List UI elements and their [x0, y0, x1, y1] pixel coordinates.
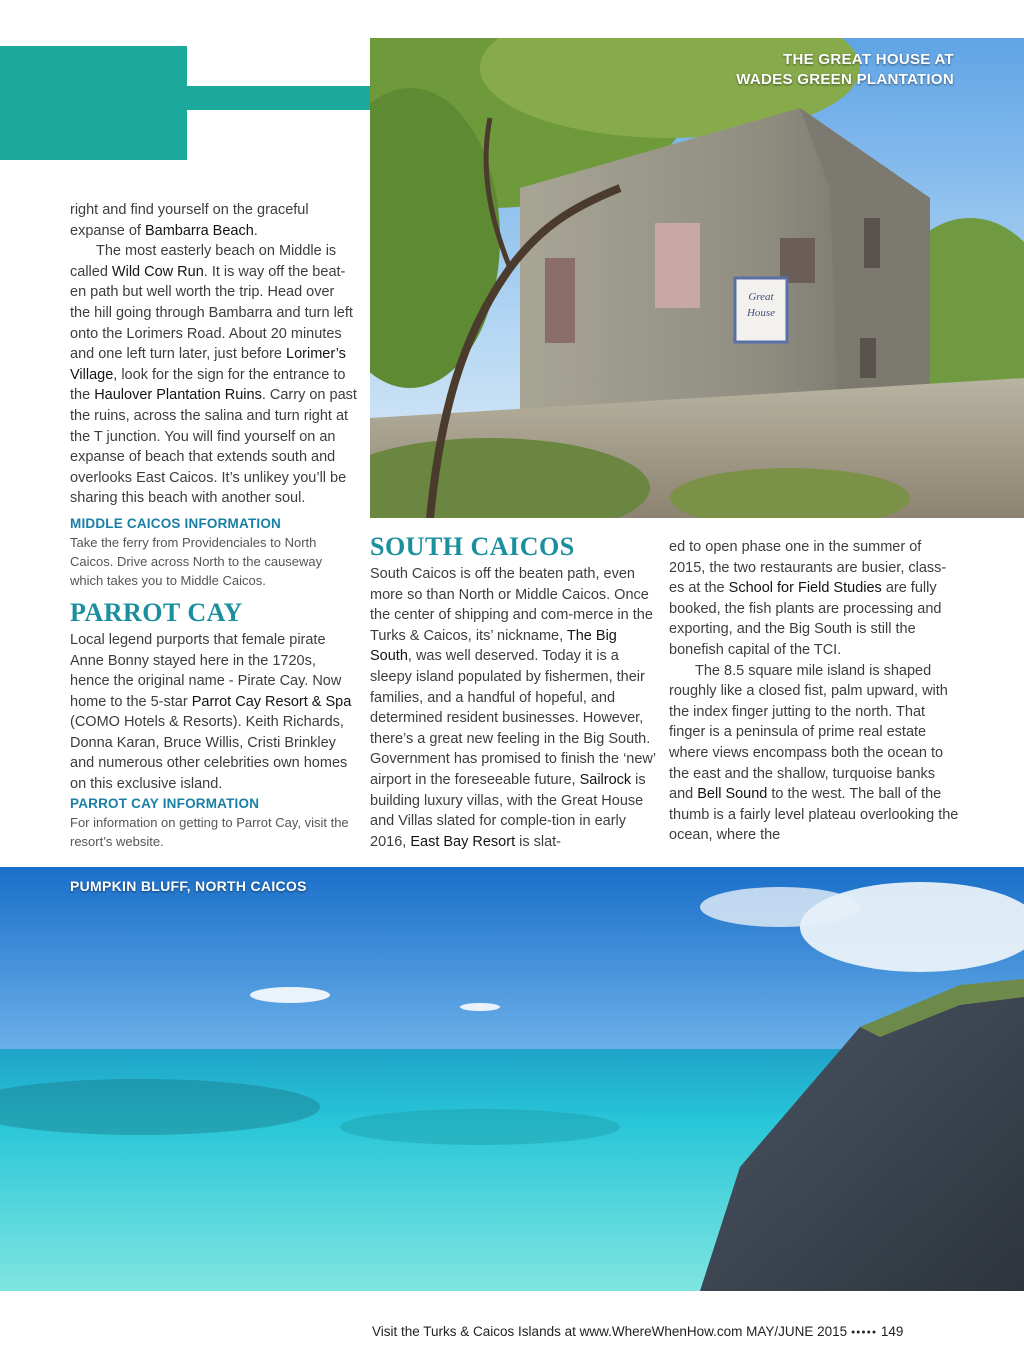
place-name-bell-sound: Bell Sound: [697, 786, 768, 803]
text-run: . It is way off the beat-en path but well worth the trip. Head over the hill going through Bambarra and turn left onto the Lorimers Road. About 20 minutes and one left turn later, just before: [70, 263, 353, 363]
col3-paragraph-1: [669, 537, 959, 661]
parrot-cay-paragraph: [70, 630, 358, 795]
text-run: The most easterly beach on Middle is called: [70, 243, 337, 280]
place-name-school-field-studies: School for Field Studies: [728, 580, 882, 597]
page-number: 149: [880, 1324, 904, 1339]
col3-paragraph-2: [669, 661, 959, 846]
place-name-parrot-cay-resort: Parrot Cay Resort & Spa: [191, 693, 352, 710]
page-footer: [372, 1324, 903, 1339]
south-caicos-paragraph: [370, 564, 658, 852]
place-name-bambarra-beach: Bambarra Beach: [144, 222, 254, 239]
text-run: . Carry on past the ruins, across the salina and turn right at the T junction. You will find yourself on an expanse of beach that extends south and overlooks East Caicos. It’s unlikey you’ll be sharing this beach with another soul.: [70, 387, 357, 507]
text-run: right and find yourself on the graceful expanse of: [70, 202, 309, 239]
parrot-cay-heading: PARROT CAY: [70, 597, 243, 627]
place-name-big-south: The Big South: [370, 627, 617, 665]
south-caicos-heading: SOUTH CAICOS: [370, 532, 575, 561]
place-name-lorimers-village: Lorimer’s Village: [70, 346, 346, 383]
text-run: (COMO Hotels & Resorts). Keith Richards, Donna Karan, Bruce Willis, Cristi Brinkley and numerous other celebrities own homes on this exclusive island.: [70, 714, 348, 793]
top-photo-caption: [694, 50, 954, 90]
middle-caicos-info-text: Take the ferry from Providenciales to North Caicos. Drive across North to the causeway which takes you to Middle Caicos.: [70, 534, 323, 588]
top-caption-line2: WADES GREEN PLANTATION: [736, 71, 954, 88]
col1-paragraph-1: [70, 200, 358, 241]
place-name-sailrock: Sailrock: [579, 771, 632, 788]
text-run: ed to open phase one in the summer of 2015, the two restaurants are busier, class-es at the: [669, 539, 947, 597]
middle-caicos-info-heading: MIDDLE CAICOS INFORMATION: [70, 515, 281, 531]
footer-dots: ●●●●●: [850, 1328, 878, 1336]
parrot-cay-info-heading: PARROT CAY INFORMATION: [70, 795, 260, 811]
teal-tab-block: [0, 46, 187, 160]
col1-paragraph-2: [70, 241, 358, 509]
column-2: [370, 532, 658, 852]
column-1: [70, 200, 358, 851]
text-run: The 8.5 square mile island is shaped roughly like a closed fist, palm upward, with the index finger jutting to the north. That finger is a peninsula of prime real estate where views encompass both the ocean to the east and the shallow, turquoise banks and: [669, 662, 948, 803]
top-caption-line1: THE GREAT HOUSE AT: [783, 51, 954, 68]
text-run: South Caicos is off the beaten path, even more so than North or Middle Caicos. Once the center of shipping and com-merce in the Turks & Caicos, its’ nickname,: [370, 566, 653, 644]
pumpkin-bluff-photo: [0, 867, 1024, 1291]
sign-text-line2: House: [746, 307, 776, 319]
text-run: is slat-: [515, 833, 562, 850]
great-house-photo: [370, 38, 1024, 518]
text-run: Local legend purports that female pirate Anne Bonny stayed here in the 1720s, hence the original name - Pirate Cay. Now home to the 5-star: [70, 631, 342, 710]
text-run: , was well deserved. Today it is a sleepy island populated by fishermen, their families, and a handful of hopeful, and determined resident businesses. However, there’s a great new feeling in the Big South. Government has promised to finish the ‘new’ airport in the foreseeable future,: [370, 648, 656, 788]
bottom-photo-caption: PUMPKIN BLUFF, NORTH CAICOS: [70, 878, 307, 894]
text-run: .: [253, 222, 258, 239]
place-name-wild-cow-run: Wild Cow Run: [111, 263, 204, 280]
text-run: are fully booked, the fish plants are processing and exporting, and the Big South is still the bonefish capital of the TCI.: [669, 580, 942, 658]
teal-tab-bar: [187, 86, 370, 110]
parrot-cay-info-text: For information on getting to Parrot Cay, visit the resort’s website.: [70, 814, 349, 849]
text-run: is building luxury villas, with the Great House and Villas slated for comple-tion in early 2016,: [370, 771, 646, 850]
text-run: , look for the sign for the entrance to the: [70, 366, 346, 404]
place-name-east-bay-resort: East Bay Resort: [410, 833, 516, 850]
text-run: to the west. The ball of the thumb is a fairly level plateau overlooking the ocean, where the: [669, 786, 959, 844]
sign-text-line1: Great: [748, 291, 774, 303]
place-name-haulover-ruins: Haulover Plantation Ruins: [94, 387, 262, 404]
column-3: [669, 537, 959, 846]
footer-text: Visit the Turks & Caicos Islands at www.WhereWhenHow.com MAY/JUNE 2015: [372, 1324, 848, 1339]
